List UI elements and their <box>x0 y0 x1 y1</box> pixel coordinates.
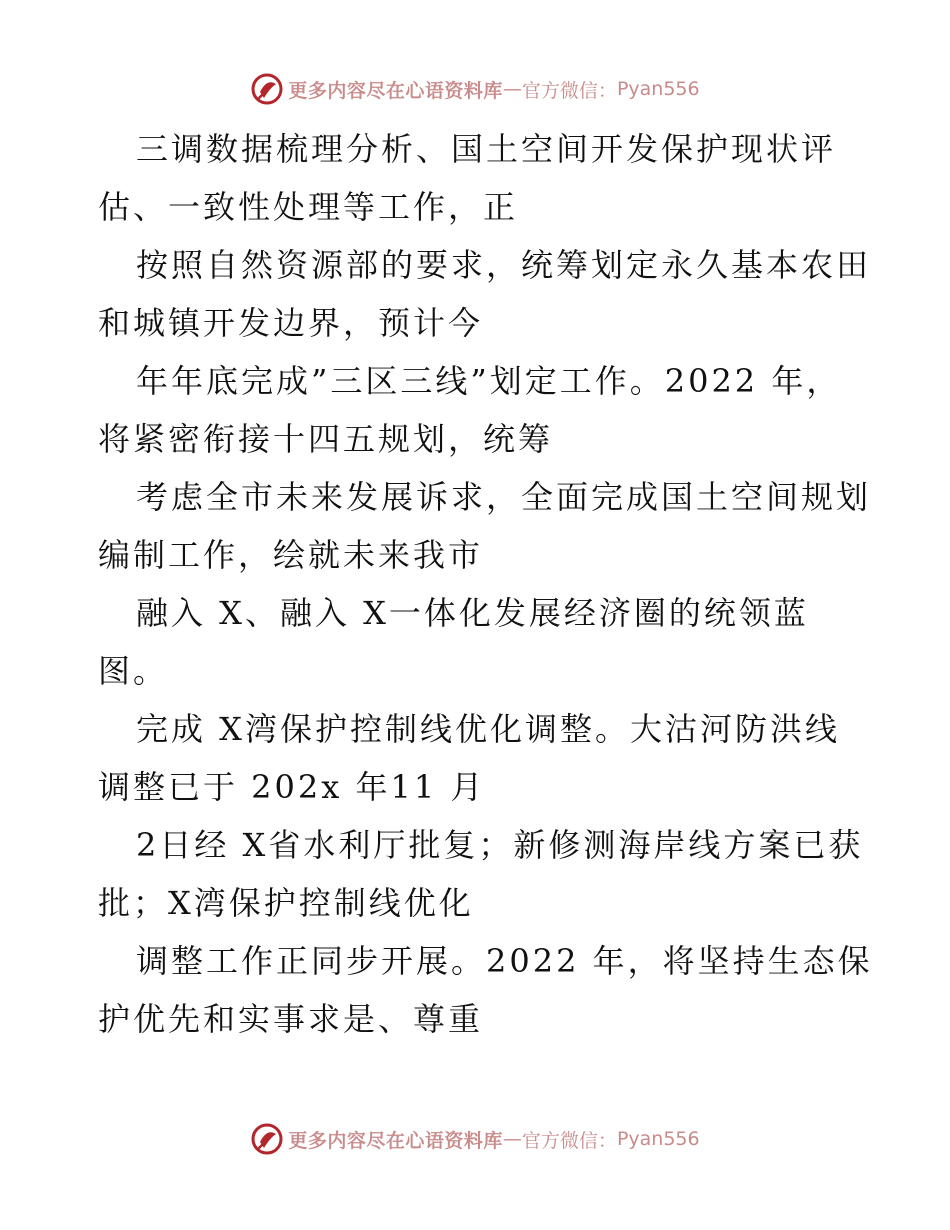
text-line: 2日经 X省水利厅批复；新修测海岸线方案已获 <box>136 826 864 864</box>
text-line: 完成 X湾保护控制线优化调整。大沽河防洪线 <box>136 710 840 748</box>
header-dash: — <box>502 78 522 100</box>
footer-dash: — <box>502 1128 522 1150</box>
text-line: 图。 <box>98 652 169 690</box>
header-promo-text: 更多内容尽在心语资料库 <box>288 79 503 102</box>
text-line: 和城镇开发边界，预计今 <box>98 304 484 342</box>
text-line: 融入 X、融入 X一体化发展经济圈的统领蓝 <box>136 594 809 632</box>
text-line: 三调数据梳理分析、国土空间开发保护现状评 <box>136 130 837 168</box>
page-footer-banner <box>0 1122 950 1156</box>
text-line: 调整已于 202x 年11 月 <box>98 768 486 806</box>
text-line: 考虑全市未来发展诉求，全面完成国土空间规划 <box>136 478 872 516</box>
text-line: 按照自然资源部的要求，统筹划定永久基本农田 <box>136 246 872 284</box>
header-wechat-label: 官方微信： <box>521 79 617 102</box>
text-line: 护优先和实事求是、尊重 <box>98 1000 484 1038</box>
heart-pen-logo-icon <box>250 1122 284 1156</box>
text-line: 将紧密衔接十四五规划，统筹 <box>98 420 554 458</box>
text-line: 编制工作，绘就未来我市 <box>98 536 484 574</box>
footer-wechat-label: 官方微信： <box>521 1129 617 1152</box>
text-line: 批；X湾保护控制线优化 <box>98 884 474 922</box>
page-header-banner <box>0 72 950 106</box>
footer-wechat-id: Pyan556 <box>616 1128 700 1150</box>
text-line: 估、一致性处理等工作，正 <box>98 188 519 226</box>
text-line: 年年底完成”三区三线”划定工作。2022 年， <box>136 362 842 400</box>
heart-pen-logo-icon <box>250 72 284 106</box>
document-body <box>98 120 873 1048</box>
header-wechat-id: Pyan556 <box>616 78 700 100</box>
footer-promo-text: 更多内容尽在心语资料库 <box>288 1129 503 1152</box>
text-line: 调整工作正同步开展。2022 年，将坚持生态保 <box>136 942 873 980</box>
